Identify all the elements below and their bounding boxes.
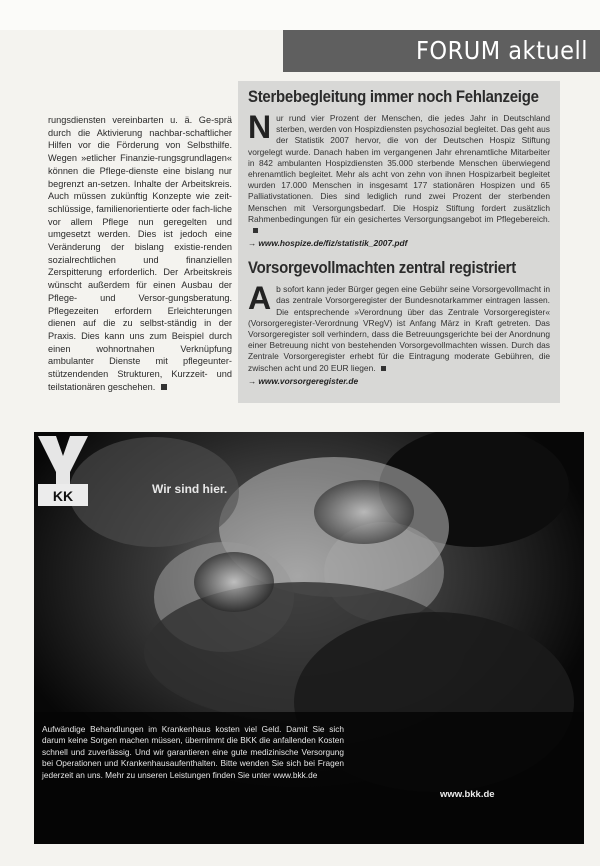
article-link[interactable] (248, 376, 550, 386)
article-link[interactable] (248, 238, 550, 248)
surgery-photo (34, 432, 584, 844)
bkk-logo-text: KK (52, 488, 74, 504)
top-margin (0, 0, 600, 30)
ad-headline: Wir sind hier. (152, 482, 228, 496)
article-body (248, 280, 550, 374)
left-column-paragraph: rungsdiensten vereinbarten u. ä. Ge-sprä durch die Aktivierung nachbar-schaftlicher Hilfen vor die Förderung von Selbsthilfe. Wegen »etlicher Finanzie-rungsgrundlagen« können die Pflege-dienste eine bislang nur begrenzt an-setzen. Inhalte der Arbeitskreis. Auch müssen zukünftig Konzepte wie zeit-schlüssige, familienorientierte oder fach-liche vor allem Pflege nun geregelten und umgesetzt werden. Dies ist jedoch eine Veränderung der bislang existie-renden sozialrechtlichen und finanziellen Zerspitterung erforderlich. Der Arbeitskreis wünscht außerdem für einen Ausbau der Pflege- und Versor-gungsberatung. Pflegezeiten erfordern Erleichterungen dienen auf die zu selbst-ständig in der Praxis. Dies kann uns zum Beispiel durch einen wohnortnahen Verknüpfung ambulanter Dienste mit pflegeunter-stützendenden Strukturen, Kurzzeit- und teilstationären geschehen. (48, 115, 232, 392)
ad-body-text: Aufwändige Behandlungen im Krankenhaus kosten viel Geld. Damit Sie sich darum keine Sorgen machen müssen, übernimmt die BKK die anfallenden Kosten schnell und zuverlässig. Und wir garantieren eine gute medizinische Versorgung bei Operationen und Krankenhausaufenthalten. Bitte wenden Sie sich bei Fragen jederzeit an uns. Mehr zu unseren Leistungen finden Sie unter www.bkk.de (42, 724, 344, 780)
article-sterbebegleitung (248, 87, 550, 248)
bkk-advertisement (34, 432, 584, 844)
arrow-right-icon: → (248, 375, 257, 386)
article-link-text: www.hospize.de/fiz/statistik_2007.pdf (258, 238, 408, 249)
article-link-text: www.vorsorgeregister.de (258, 375, 359, 386)
section-title: FORUM aktuell (415, 36, 588, 65)
article-title: Sterbebegleitung immer noch Fehlanzeige (248, 87, 539, 106)
end-of-article-mark (161, 384, 167, 390)
bkk-logo-icon (34, 432, 92, 522)
ad-url-link[interactable]: www.bkk.de (440, 789, 495, 800)
article-body (248, 109, 550, 236)
end-of-article-mark (253, 228, 258, 233)
section-header (283, 30, 600, 72)
article-vorsorgevollmachten (248, 258, 550, 386)
article-text: b sofort kann jeder Bürger gegen eine Gebühr seine Vorsorgevollmacht in das zentrale Vorsorgeregister der Bundesnotarkammer eintragen lassen. Die entsprechende »Verordnung über das Zentrale Vorsorgeregister« (Vorsorgeregister-Verordnung VRegV) ist Anfang März in Kraft getreten. Das Vorsorgeregister soll verhindern, dass die Betreuungsgerichte bei der Anordnung einer Betreuung nicht von bestehenden Vorsorgevollmachten wissen. Durch das Zentrale Vorsorgeregister erhebt für die Eintragung moderate Gebühren, die zwischen acht und 20 EUR liegen. (248, 284, 550, 373)
drop-cap: A (248, 280, 272, 317)
news-box (238, 81, 560, 403)
drop-cap: N (248, 109, 272, 145)
arrow-right-icon: → (248, 238, 257, 249)
article-title: Vorsorgevollmachten zentral registriert (248, 258, 516, 278)
end-of-article-mark (381, 366, 386, 371)
left-column-text (48, 114, 232, 393)
article-text: ur rund vier Prozent der Menschen, die jedes Jahr in Deutschland sterben, werden von Hospizdiensten psychosozial begleitet. Das geht aus der Statistik 2007 hervor, die von der Deutschen Hospiz Stiftung vorgelegt wurde. Danach haben im vergangenen Jahr ehrenamtliche Mitarbeiter in 842 ambulanten Hospizdiensten 35.000 sterbende Menschen überwiegend ehrenamtlich begleitet. Mehr als acht von zehn von ihnen Hospizarbeit begleitet wurden 17.000 Menschen in insgesamt 177 stationären Hospizen und 65 Palliativstationen. Dies sind lediglich rund zwei Prozent der sterbenden Menschen mit Versorgungsbedarf. Die Hospiz Stiftung fordert zusätzlich Rahmenbedingungen für ein gesichertes Versorgungsangebot im Pflegebereich. (248, 113, 550, 224)
